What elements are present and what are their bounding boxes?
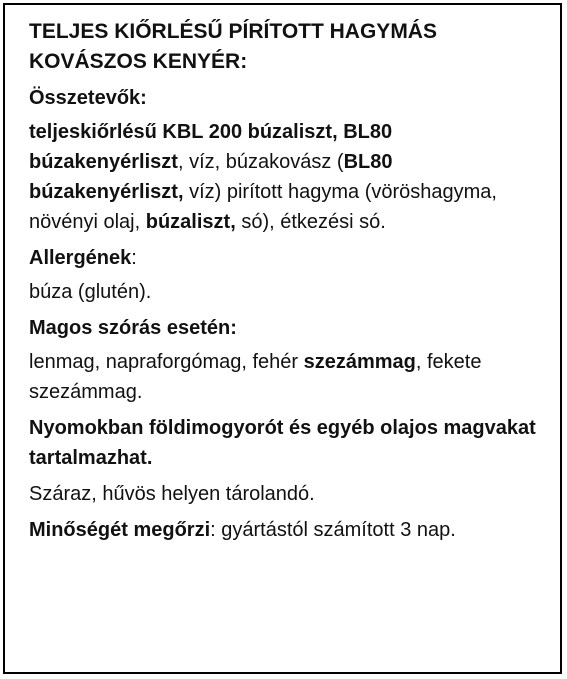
shelf-life-heading: Minőségét megőrzi	[29, 519, 211, 541]
seeds-text	[29, 347, 538, 407]
ingredients-part: búzaliszt,	[145, 211, 236, 233]
seeds-heading: Magos szórás esetén:	[29, 317, 237, 339]
shelf-life-value: : gyártástól számított 3 nap.	[210, 519, 456, 541]
allergens-text: búza (glutén).	[29, 281, 152, 303]
ingredients-part: teljeskiőrlésű KBL 200 búzaliszt, BL80 búzakenyérliszt	[29, 121, 393, 173]
seeds-part: szezámmag	[303, 351, 416, 373]
allergens-heading: Allergének	[29, 247, 132, 269]
ingredients-part: BL80 búzakenyérliszt,	[29, 151, 393, 203]
ingredients-part: víz) pirított hagyma (vöröshagyma, növényi olaj,	[29, 181, 497, 233]
product-title: TELJES KIŐRLÉSŰ PÍRÍTOTT HAGYMÁS KOVÁSZOS KENYÉR:	[29, 20, 437, 73]
allergens-heading-line	[29, 243, 538, 273]
seeds-part: lenmag, napraforgómag, fehér	[29, 351, 304, 373]
ingredients-part: , víz, búzakovász (	[177, 151, 344, 173]
allergens-colon: :	[131, 247, 137, 269]
ingredients-part: só), étkezési só.	[235, 211, 386, 233]
seeds-part: , fekete szezámmag.	[29, 351, 482, 403]
shelf-life-text	[29, 515, 538, 545]
ingredients-heading: Összetevők:	[29, 87, 147, 109]
ingredients-text	[29, 117, 538, 237]
product-label	[3, 3, 562, 674]
trace-warning: Nyomokban földimogyorót és egyéb olajos magvakat tartalmazhat.	[29, 417, 536, 469]
storage-text: Száraz, hűvös helyen tárolandó.	[29, 483, 315, 505]
